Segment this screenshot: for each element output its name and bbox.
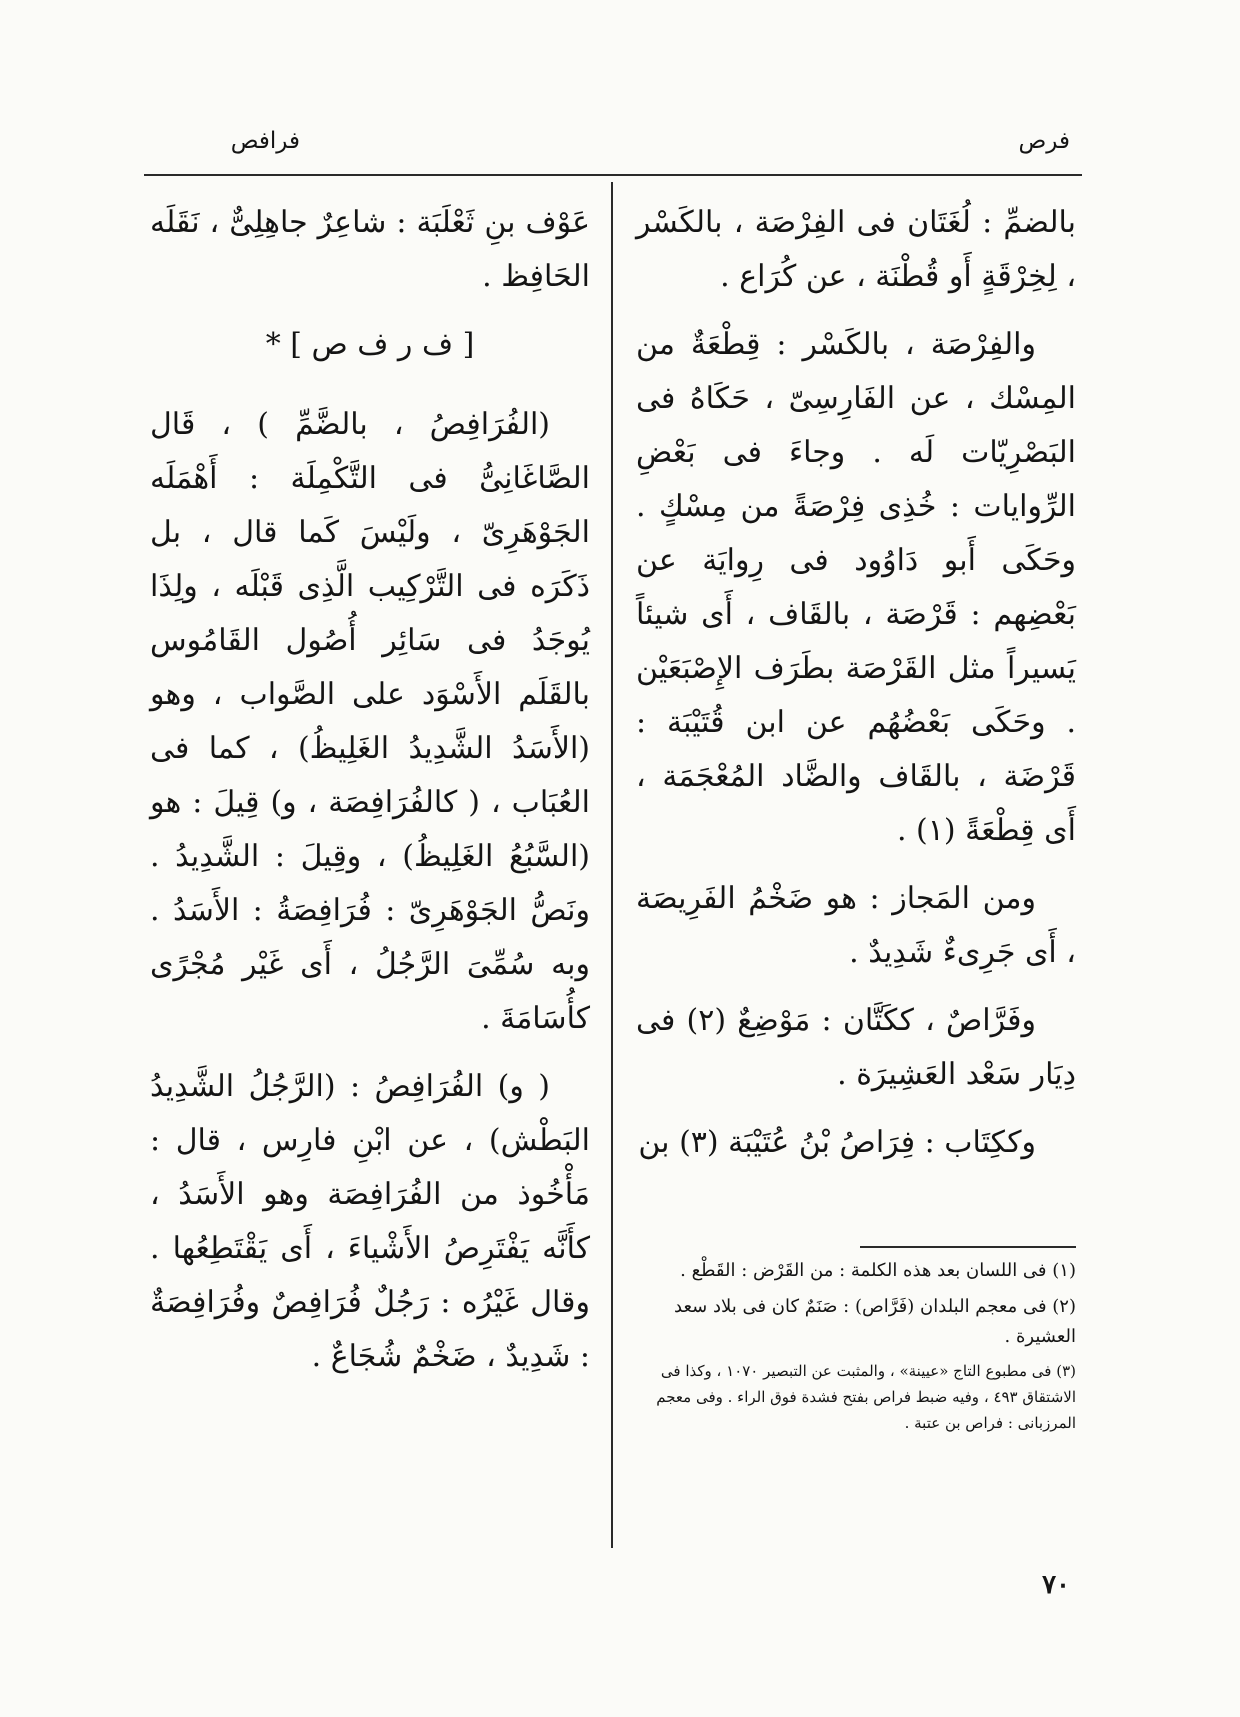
header-rule xyxy=(144,174,1082,176)
footnote: (٣) فى مطبوع التاج «عيينة» ، والمثبت عن التبصير ١٠٧٠ ، وكذا فى الاشتقاق ٤٩٣ ، وفيه ضبط فراص بفتح فشدة فوق الراء . وفى معجم المرزبانى : فراص بن عتبة . xyxy=(656,1362,1076,1432)
running-head-left: فرافص xyxy=(230,128,300,154)
left-column xyxy=(150,196,590,1398)
footnote: (٢) فى معجم البلدان (فَرَّاص) : صَنَمٌ كان فى بلاد سعد العشيرة . xyxy=(674,1296,1076,1347)
running-head-right: فرص xyxy=(1018,128,1070,154)
column-divider xyxy=(611,182,613,1548)
paragraph: والفِرْصَة ، بالكَسْر : قِطْعَةٌ من المِسْك ، عن الفَارِسِىّ ، حَكَاهُ فى البَصْرِيّات لَه . وجاءَ فى بَعْضِ الرِّوايات : خُذِى فِرْصَةً من مِسْكٍ . وحَكَى أَبو دَاوُود فى رِوايَة عن بَعْضِهم : قَرْصَة ، بالقَاف ، أَى شيئاً يَسيراً مثل القَرْصَة بطَرَف الإِصْبَعَيْن . وحَكَى بَعْضُهُم عن ابن قُتَيْبَة : قَرْضَة ، بالقَاف والضَّاد المُعْجَمَة ، أَى قِطْعَةً (١) . xyxy=(636,327,1076,848)
paragraph: بالضمِّ : لُغَتَان فى الفِرْصَة ، بالكَسْر ، لِخِرْقَةٍ أَو قُطْنَة ، عن كُرَاع . xyxy=(636,205,1076,294)
paragraph: ومن المَجاز : هو ضَخْمُ الفَرِيصَة ، أَى جَرِىءٌ شَدِيدٌ . xyxy=(636,881,1076,970)
footnotes xyxy=(636,1256,1076,1442)
paragraph: وفَرَّاصٌ ، ككَتَّان : مَوْضِعٌ (٢) فى دِيَار سَعْد العَشِيرَة . xyxy=(636,1003,1076,1092)
paragraph: (الفُرَافِصُ ، بالضَّمِّ ) ، قَال الصَّاغَانِىُّ فى التَّكْمِلَة : أَهْمَلَه الجَوْهَرِىّ ، ولَيْسَ كَما قال ، بل ذَكَرَه فى التَّرْكِيب الَّذِى قَبْلَه ، ولِذَا يُوجَدُ فى سَائِر أُصُول القَامُوس بالقَلَم الأَسْوَد على الصَّواب ، وهو (الأَسَدُ الشَّدِيدُ الغَلِيظُ) ، كما فى العُبَاب ، ( كالفُرَافِصَة ، و) قِيلَ : هو (السَّبُعُ الغَلِيظُ) ، وقِيلَ : الشَّدِيدُ . ونَصُّ الجَوْهَرِىّ : فُرَافِصَةُ : الأَسَدُ . وبه سُمِّىَ الرَّجُلُ ، أَى غَيْر مُجْرًى كأُسَامَةَ . xyxy=(150,407,590,1036)
page-number: ٧٠ xyxy=(1042,1570,1070,1600)
paragraph: وككِتَاب : فِرَاصُ بْنُ عُتَيْبَة (٣) بن xyxy=(638,1125,1036,1160)
right-column xyxy=(636,196,1076,1184)
paragraph: عَوْف بنِ ثَعْلَبَة : شاعِرٌ جاهِلِىٌّ ، نَقَلَه الحَافِظ . xyxy=(150,205,590,294)
footnote-rule xyxy=(860,1246,1076,1248)
footnote: (١) فى اللسان بعد هذه الكلمة : من القَرْض : القَطْع . xyxy=(680,1260,1076,1281)
paragraph: ( و) الفُرَافِصُ : (الرَّجُلُ الشَّدِيدُ البَطْش) ، عن ابْنِ فارِس ، قال : مَأْخُوذ من الفُرَافِصَة وهو الأَسَدُ ، كأَنَّه يَفْتَرِصُ الأَشْياءَ ، أَى يَقْتَطِعُها . وقال غَيْرُه : رَجُلٌ فُرَافِصٌ وفُرَافِصَةٌ : شَدِيدٌ ، ضَخْمٌ شُجَاعٌ . xyxy=(150,1069,590,1374)
entry-heading: [ ف ر ف ص ] * xyxy=(265,327,475,362)
